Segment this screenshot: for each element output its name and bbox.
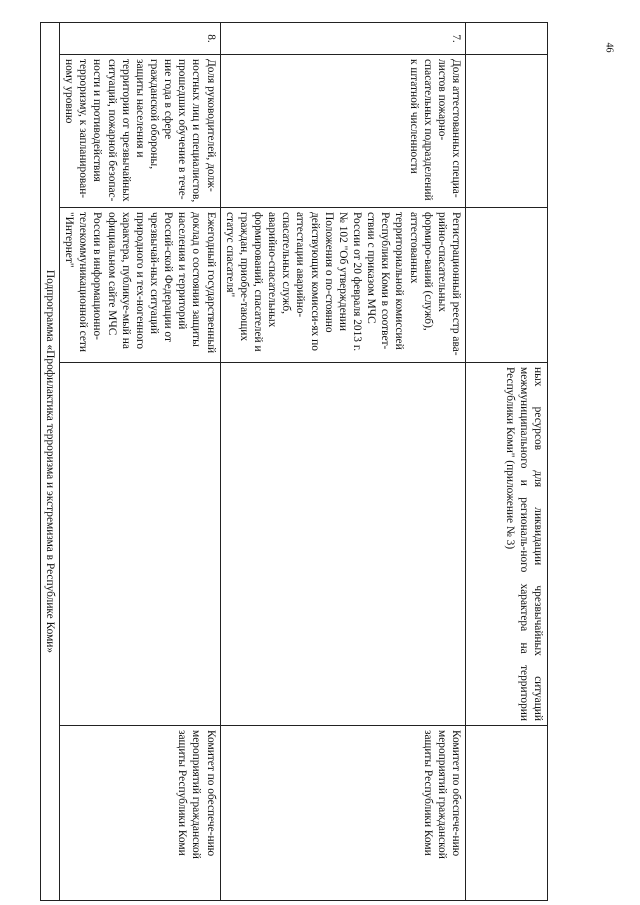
cell-source: Ежегодный государственный доклад о состоянии защиты населения и территорий Россий-ской Федерации от чрезвычай-ных ситуаций природного и тех-ногенного характера, публикуе-мый на официальном сайте МЧС России в информационно-телекоммуникационной сети "Интернет"	[60, 208, 221, 363]
cell-responsible: Комитет по обеспече-нию мероприятий гражданской защиты Республики Коми	[220, 726, 465, 901]
cell-note	[220, 363, 465, 726]
cell-number: 8.	[60, 23, 221, 55]
cell-indicator: Доля руководителей, долж-ностных лиц и специалистов, прошедших обучение в тече-ние года в сфере гражданской обороны, защиты населения и территории от чрезвычайных ситуаций, пожарной безопас-ности и противодействия терроризму, к запланирован-ному уровню	[60, 55, 221, 208]
cell-number	[466, 23, 548, 55]
cell-indicator	[466, 55, 548, 208]
cell-note: ных ресурсов для ликвидации чрезвычайных ситуаций межмуниципального и региональ-ного характера на территории Республики Коми" (приложение № 3)	[466, 363, 548, 726]
subprogram-row	[40, 23, 59, 901]
cell-responsible: Комитет по обеспече-нию мероприятий гражданской защиты Республики Коми	[60, 726, 221, 901]
cell-note	[60, 363, 221, 726]
table-row	[60, 23, 221, 901]
subprogram-title: Подпрограмма «Профилактика терроризма и экстремизма в Республике Коми»	[40, 23, 59, 901]
cell-source	[466, 208, 548, 363]
table-row	[220, 23, 465, 901]
cell-number: 7.	[220, 23, 465, 55]
rotated-document	[44, 22, 548, 900]
indicators-table	[40, 22, 548, 901]
cell-source: Регистрационный реестр ава-рийно-спасательных формиро-ваний (служб), аттестованных территориальной комиссией Республики Коми в соответ-ствии с приказом МЧС России от 20 февраля 2013 г. № 102 "Об утверждении Положения о по-стоянно действующих комисси-ях по аттестации аварийно-спасательных служб, аварийно-спасательных формирований, спасателей и граждан, приобре-тающих статус спасателя"	[220, 208, 465, 363]
cell-responsible	[466, 726, 548, 901]
table-row	[466, 23, 548, 901]
cell-indicator: Доля аттестованных специа-листов пожарно-спасательных подразделений к штатной численности	[220, 55, 465, 208]
page-number: 46	[603, 42, 615, 53]
